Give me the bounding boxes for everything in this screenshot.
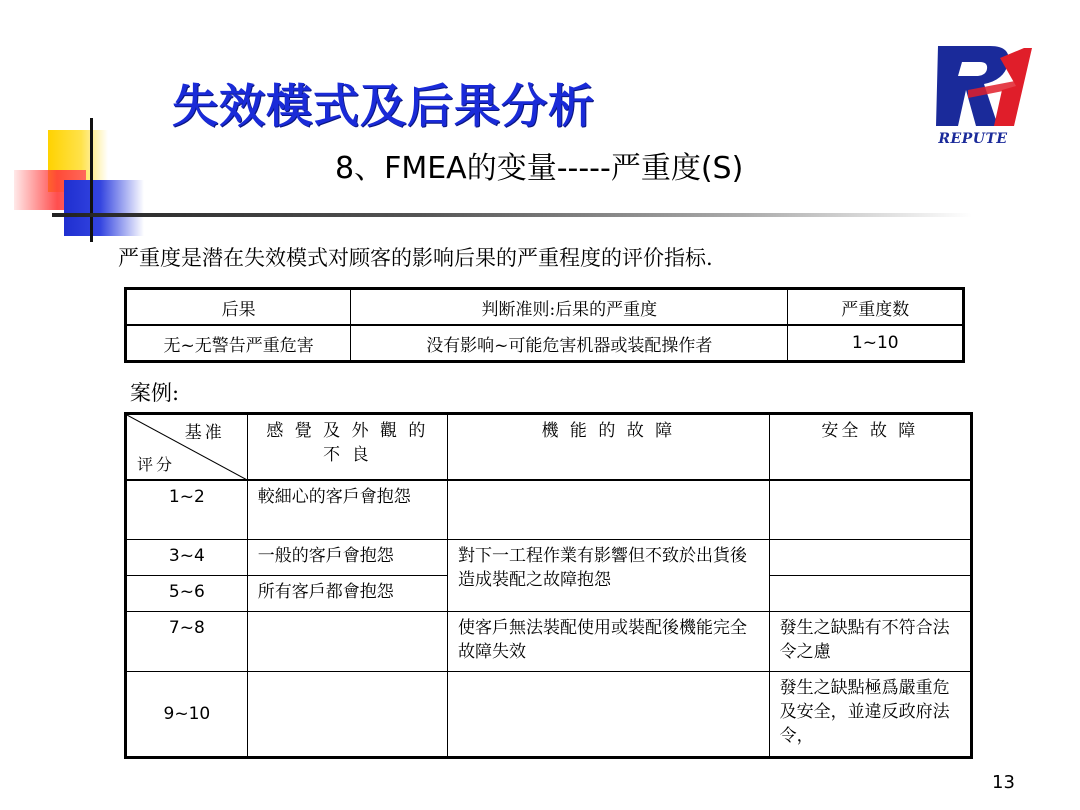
appearance-cell [247,672,447,758]
header-cell: 判断准则:后果的严重度 [351,289,788,326]
corner-bottom-label: 评分 [137,455,176,474]
function-cell: 對下一工程作業有影響但不致於出貨後造成裝配之故障抱怨 [448,540,770,612]
header-cell: 感 覺 及 外 觀 的 不 良 [247,414,447,480]
safety-cell: 發生之缺點有不符合法令之慮 [769,612,971,672]
table-cell: 1~10 [788,325,964,362]
corner-top-label: 基准 [184,423,225,443]
corner-header-cell [126,414,248,480]
score-cell: 3~4 [126,540,248,576]
criteria-table [124,287,965,363]
table-cell: 没有影响~可能危害机器或装配操作者 [351,325,788,362]
function-cell: 使客戶無法裝配使用或裝配後機能完全故障失效 [448,612,770,672]
decor-blue-block [64,180,144,236]
slide-title: 失效模式及后果分析 [172,79,595,133]
function-cell [448,480,770,540]
score-cell: 5~6 [126,576,248,612]
table-cell: 无~无警告严重危害 [126,325,351,362]
table-header-row [126,414,972,480]
decor-divider-line [52,213,972,217]
safety-cell [769,480,971,540]
table-header-row [126,289,964,326]
appearance-cell [247,612,447,672]
table-row [126,480,972,540]
table-row [126,612,972,672]
score-cell: 7~8 [126,612,248,672]
function-cell [448,672,770,758]
safety-cell [769,576,971,612]
header-cell: 后果 [126,289,351,326]
score-cell: 9~10 [126,672,248,758]
score-cell: 1~2 [126,480,248,540]
table-row [126,672,972,758]
safety-cell [769,540,971,576]
case-label: 案例: [130,381,180,405]
page-number: 13 [992,772,1015,793]
table-row [126,540,972,576]
case-table [124,412,973,759]
slide-subtitle: 8、FMEA的变量-----严重度(S) [335,151,744,186]
table-row [126,325,964,362]
logo-text: REPUTE [938,131,1008,147]
appearance-cell: 較細心的客戶會抱怨 [247,480,447,540]
header-cell: 安全 故 障 [769,414,971,480]
decor-vertical-line [90,118,93,242]
header-cell: 严重度数 [788,289,964,326]
header-cell: 機 能 的 故 障 [448,414,770,480]
appearance-cell: 所有客戶都會抱怨 [247,576,447,612]
safety-cell: 發生之缺點極爲嚴重危及安全，並違反政府法令， [769,672,971,758]
appearance-cell: 一般的客戶會抱怨 [247,540,447,576]
intro-text: 严重度是潜在失效模式对顾客的影响后果的严重程度的评价指标. [118,246,713,270]
